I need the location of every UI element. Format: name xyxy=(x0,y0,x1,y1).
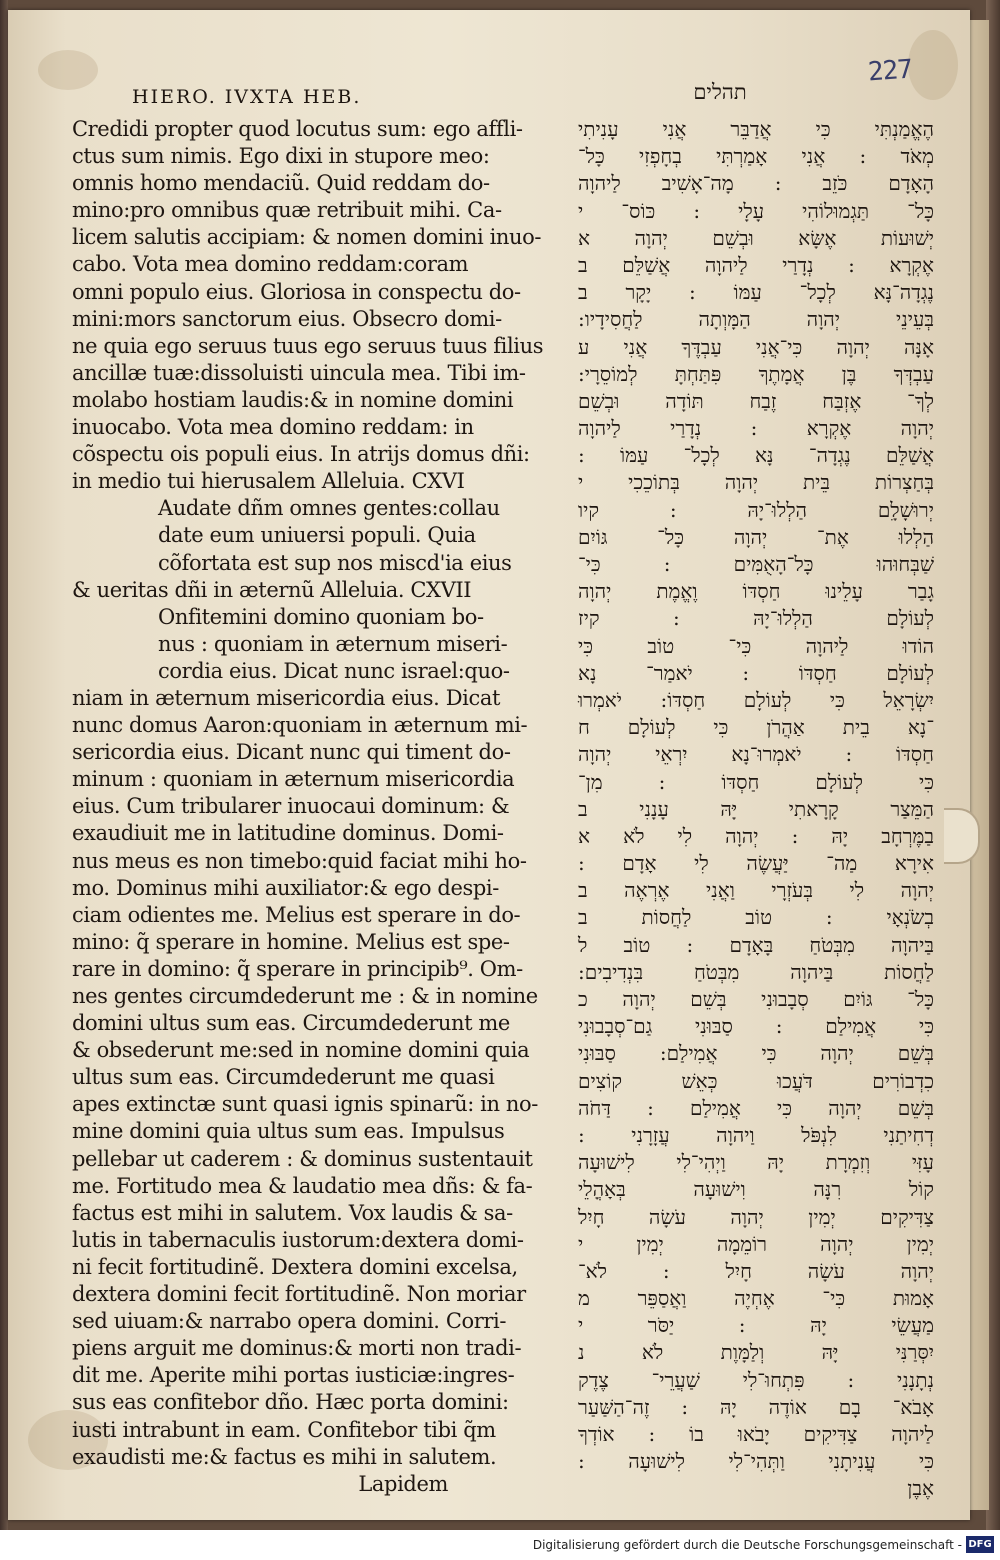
latin-line: ni fecit fortitudinẽ. Dextera domini excelsa, xyxy=(72,1254,518,1279)
running-header-latin: HIERO. IVXTA HEB. xyxy=(132,86,362,108)
hebrew-line: יְרוּשָׁלִָם הַלְלוּ־יָהּ : קיו xyxy=(578,497,934,522)
latin-line: ancillæ tuæ:dissoluisti uincula mea. Tibi im- xyxy=(72,360,526,385)
latin-line: omnis homo mendaciũ. Quid reddam do- xyxy=(72,171,490,196)
latin-line: exaudisti me:& factus es mihi in salutem. xyxy=(72,1444,497,1469)
hebrew-line: יְהוָה עֹשָׂה חָיִל : לֹא־ xyxy=(578,1258,934,1283)
latin-line: mino: q̃ sperare in homine. Melius est spe- xyxy=(72,929,510,954)
hebrew-line: מְאֹד : אֲנִי אָמַרְתִּי בְחָפְזִי כָּל־ xyxy=(578,144,934,169)
latin-line: nus meus es non timebo:quid faciat mihi ho- xyxy=(72,848,527,873)
hebrew-line: יִשְׂרָאֵל כִּי לְעוֹלָם חַסְדּוֹ: יֹאמְרוּ xyxy=(578,687,934,712)
latin-line: & obsederunt me:sed in nomine domini quia xyxy=(72,1038,530,1063)
latin-line: ne quia ego seruus tuus ego seruus tuus filius xyxy=(72,333,544,358)
hebrew-line: כָּל־ גּוֹיִם סְבָבוּנִי בְּשֵׁם יְהוָה כ xyxy=(578,987,934,1011)
latin-line: ctus sum nimis. Ego dixi in stupore meo: xyxy=(72,144,490,169)
latin-line: domini ultus sum eas. Circumdederunt me xyxy=(72,1011,510,1036)
hebrew-line: לְעוֹלָם חַסְדּוֹ : יֹאמַר־ נָא xyxy=(578,660,934,685)
latin-line: mini:mors sanctorum eius. Obsecro domi- xyxy=(72,306,502,331)
hebrew-line: כָּל־ תַּגְמוּלוֹהִי עָלָי : כּוֹס־ י xyxy=(578,198,934,223)
latin-line: apes extinctæ sunt quasi ignis spinarũ: in no- xyxy=(72,1092,538,1117)
stain xyxy=(38,50,98,90)
footer-credit: Digitalisierung gefördert durch die Deutsche Forschungsgemeinschaft - xyxy=(532,1538,962,1552)
hebrew-line: בַּיהוָה מִבְּטֹחַ בָּאָדָם : טוֹב ל xyxy=(578,932,934,957)
footer-bar xyxy=(0,1530,1000,1560)
latin-line: rare in domino: q̃ sperare in principib⁹. Om- xyxy=(72,956,523,981)
hebrew-line: יְמִין יְהוָה רוֹמֵמָה יְמִין י xyxy=(578,1231,934,1256)
hebrew-line: בְּחַצְרוֹת בֵּית יְהוָה בְּתוֹכֵכִי י xyxy=(578,470,934,495)
hebrew-line: יִסְּרַנִּי יָּהּ וְלַמָּוֶת לֹא נ xyxy=(578,1340,934,1365)
hebrew-line: נֶגְדָה־נָּא לְכָל־ עַמּוֹ : יָקָר ב xyxy=(578,280,934,305)
hebrew-line: הֶאֱמַנְתִּי כִּי אֲדַבֵּר אֲנִי עָנִיתִי xyxy=(578,117,934,141)
latin-line: date eum uniuersi populi. Quia xyxy=(158,523,476,548)
latin-line: in medio tui hierusalem Alleluia. CXVI xyxy=(72,469,465,494)
latin-line: Credidi propter quod locutus sum: ego affli- xyxy=(72,117,523,141)
latin-line: nes gentes circumdederunt me : & in nomine xyxy=(72,984,538,1008)
hebrew-line: בַמֶּרְחָב יָהּ : יְהוָה לִי לֹא א xyxy=(578,823,934,848)
hebrew-line: שַׁבְּחוּהוּ כָּל־הָאֻמִּים : כִּי־ xyxy=(578,552,934,576)
latin-line: exaudiuit me in latitudine dominus. Domi- xyxy=(72,821,504,846)
hebrew-line: צַדִּיקִים יְמִין יְהוָה עֹשָׂה חָיִל xyxy=(578,1204,934,1229)
hebrew-line: אֲשַׁלֵּם נֶגְדָה־ נָּא לְכָל־ עַמּוֹ : xyxy=(578,443,934,468)
hebrew-line: אֶבֶן xyxy=(907,1476,934,1501)
latin-line: iusti intrabunt in eam. Confitebor tibi q̃m xyxy=(72,1417,496,1442)
background-left xyxy=(0,0,8,1530)
hebrew-line: לַיהוָה צַדִּיקִים יָבֹאוּ בוֹ : אוֹדְךָ xyxy=(578,1422,934,1446)
latin-line: cõspectu ois populi eius. In atrijs domus dñi: xyxy=(72,442,530,467)
running-header-hebrew: תהלים xyxy=(693,80,747,104)
latin-line: minum : quoniam in æternum misericordia xyxy=(72,767,515,792)
hebrew-line: חַסְדּוֹ : יֹאמְרוּ־נָא יִרְאֵי יְהוָה xyxy=(578,742,934,767)
latin-line: omni populo eius. Gloriosa in conspectu do- xyxy=(72,279,521,304)
hebrew-line: כִדְבוֹרִים דֹּעֲכוּ כְּאֵשׁ קוֹצִים xyxy=(578,1068,934,1093)
latin-line: nus : quoniam in æternum miseri- xyxy=(158,631,508,656)
hebrew-line: קוֹל רִנָּה וִישׁוּעָה בְּאָהֳלֵי xyxy=(578,1177,934,1202)
latin-line: sericordia eius. Dicant nunc qui timent do- xyxy=(72,740,511,765)
latin-line: licem salutis accipiam: & nomen domini inuo- xyxy=(72,225,542,250)
hebrew-line: הַלְלוּ אֶת־ יְהוָה כָּל־ גּוֹיִם xyxy=(578,524,934,549)
latin-line: inuocabo. Vota mea domino reddam: in xyxy=(72,415,474,440)
hebrew-line: הוֹדוּ לַיהוָה כִּי־ טוֹב כִּי xyxy=(578,633,934,658)
latin-text-column xyxy=(72,116,544,1498)
latin-line: Onfitemini domino quoniam bo- xyxy=(158,604,484,629)
latin-line: eius. Cum tribularer inuocaui dominum: & xyxy=(72,794,510,819)
hebrew-line: גָבַר עָלֵינוּ חַסְדּוֹ וֶאֱמֶת יְהוָה xyxy=(578,579,934,604)
hebrew-line: לְךָ־ אֶזְבַּח זֶבַח תּוֹדָה וּבְשֵׁם xyxy=(578,388,934,413)
hebrew-line: בְּשֵׁם יְהוָה כִּי אֲמִילַם : דַּחֹה xyxy=(578,1095,934,1120)
hebrew-line: מַעֲשֵׂי יָהּ : יַסֹּר י xyxy=(578,1313,934,1338)
latin-line: me. Fortitudo mea & laudatio mea dñs: & fa- xyxy=(72,1173,533,1198)
hebrew-line: נְתָנָנִי : פִּתְחוּ־לִי שַׁעֲרֵי־ צֶדֶק xyxy=(578,1367,934,1392)
hebrew-line: עָזִּי וְזִמְרָת יָהּ וַיְהִי־לִי לִישׁוּעָה xyxy=(578,1150,934,1175)
latin-line: dit me. Aperite mihi portas iusticiæ:ingres- xyxy=(72,1363,515,1388)
stain xyxy=(908,30,958,100)
latin-line: Audate dñm omnes gentes:collau xyxy=(158,496,500,521)
hebrew-line: בְּעֵינֵי יְהוָה הַמָּוְתָה לַחֲסִידָיו: xyxy=(578,307,934,332)
dfg-logo: DFG xyxy=(966,1536,994,1553)
hebrew-line: דְחִיתַנִי לִנְפֹּל וַיהוָה עֲזָרָנִי : xyxy=(578,1122,934,1147)
hebrew-text-column xyxy=(578,116,934,1503)
latin-line: lutis in tabernaculis iustorum:dextera domi- xyxy=(72,1227,524,1252)
hebrew-line: אִירָא מַה־ יַּעֲשֶׂה לִי אָדָם : xyxy=(578,851,934,876)
latin-line: mino:pro omnibus quæ retribuit mihi. Ca- xyxy=(72,198,502,223)
latin-line: dextera domini fecit fortitudinẽ. Non moriar xyxy=(72,1282,526,1307)
latin-line: mine domini quia ultus sum eas. Impulsus xyxy=(72,1119,505,1144)
latin-line: ciam odientes me. Melius est sperare in do- xyxy=(72,902,521,927)
latin-line: cordia eius. Dicat nunc israel:quo- xyxy=(158,658,510,683)
page-tab-marker xyxy=(944,808,980,864)
latin-line: nunc domus Aaron:quoniam in æternum mi- xyxy=(72,713,528,738)
hebrew-line: יְשׁוּעוֹת אֶשָּׂא וּבְשֵׁם יְהוָה א xyxy=(578,225,934,250)
hebrew-line: ־נָא בֵית אַהֲרֹן כִּי לְעוֹלָם ח xyxy=(578,715,934,740)
latin-line: mo. Dominus mihi auxiliator:& ego despi- xyxy=(72,875,499,900)
hebrew-line: בְּשֵׁם יְהוָה כִּי אֲמִילַם: סַבּוּנִי xyxy=(578,1041,934,1066)
latin-line: sed uiuam:& narrabo opera domini. Corri- xyxy=(72,1309,507,1334)
hebrew-line: כִּי לְעוֹלָם חַסְדּוֹ : מִן־ xyxy=(578,769,934,794)
latin-line: ultus sum eas. Circumdederunt me quasi xyxy=(72,1065,495,1090)
latin-line: sus eas confitebor dño. Hæc porta domini: xyxy=(72,1390,509,1415)
hebrew-line: אָנָּה יְהוָה כִּי־אֲנִי עַבְדֶּךָ אֲנִי ע xyxy=(578,334,934,359)
latin-line: molabo hostiam laudis:& in nomine domini xyxy=(72,387,514,412)
latin-line: factus est mihi in salutem. Vox laudis & sa- xyxy=(72,1200,513,1225)
page-number: 227 xyxy=(867,54,913,88)
latin-line: cabo. Vota mea domino reddam:coram xyxy=(72,252,469,277)
hebrew-line: יְהוָה אֶקְרָא : נְדָרַי לַיהוָה xyxy=(578,416,934,441)
hebrew-line: אֶקְרָא : נְדָרַי לַיהוָה אֲשַׁלֵּם ב xyxy=(578,252,934,277)
latin-line: niam in æternum misericordia eius. Dicat xyxy=(72,685,501,710)
hebrew-line: לְעוֹלָם הַלְלוּ־יָהּ : קיז xyxy=(578,606,934,631)
hebrew-line: אָבֹא־ בָם אוֹדֶה יָהּ : זֶה־הַשַּׁעַר xyxy=(578,1394,934,1419)
hebrew-line: הָאָדָם כֹּזֵב : מָה־אָשִׁיב לַיהוָה xyxy=(578,171,934,196)
hebrew-line: יְהוָה לִי בְּעֹזְרָי וַאֲנִי אֶרְאֶה ב xyxy=(578,878,934,903)
hebrew-line: עַבְדְּךָ בֶּן אֲמָתֶךָ פִּתַּחְתָּ לְמוֹסֵרָי: xyxy=(578,361,934,386)
hebrew-line: לַחֲסוֹת בַּיהוָה מִבְּטֹחַ בִּנְדִיבִים: xyxy=(578,959,934,984)
latin-line: Lapidem xyxy=(358,1471,448,1496)
latin-line: pellebar ut caderem : & dominus sustentauit xyxy=(72,1146,533,1171)
hebrew-line: בְשֹׂנְאָי : טוֹב לַחֲסוֹת ב xyxy=(578,905,934,930)
hebrew-line: כִּי אֲמִילַם : סַבּוּנִי גַם־סְבָבוּנִי xyxy=(578,1014,934,1039)
hebrew-line: הַמֵּצַר קָרָאתִי יָּהּ עָנָנִי ב xyxy=(578,796,934,821)
latin-line: cõfortata est sup nos miscd'ia eius xyxy=(158,550,512,575)
hebrew-line: אָמוּת כִּי־ אֶחְיֶה וַאֲסַפֵּר מ xyxy=(578,1286,934,1311)
latin-line: piens arguit me dominus:& morti non tradi- xyxy=(72,1336,522,1361)
latin-line: & ueritas dñi in æternũ Alleluia. CXVII xyxy=(72,577,472,602)
hebrew-line: כִּי עֲנִיתָנִי וַתְּהִי־לִי לִישׁוּעָה : xyxy=(578,1449,934,1474)
